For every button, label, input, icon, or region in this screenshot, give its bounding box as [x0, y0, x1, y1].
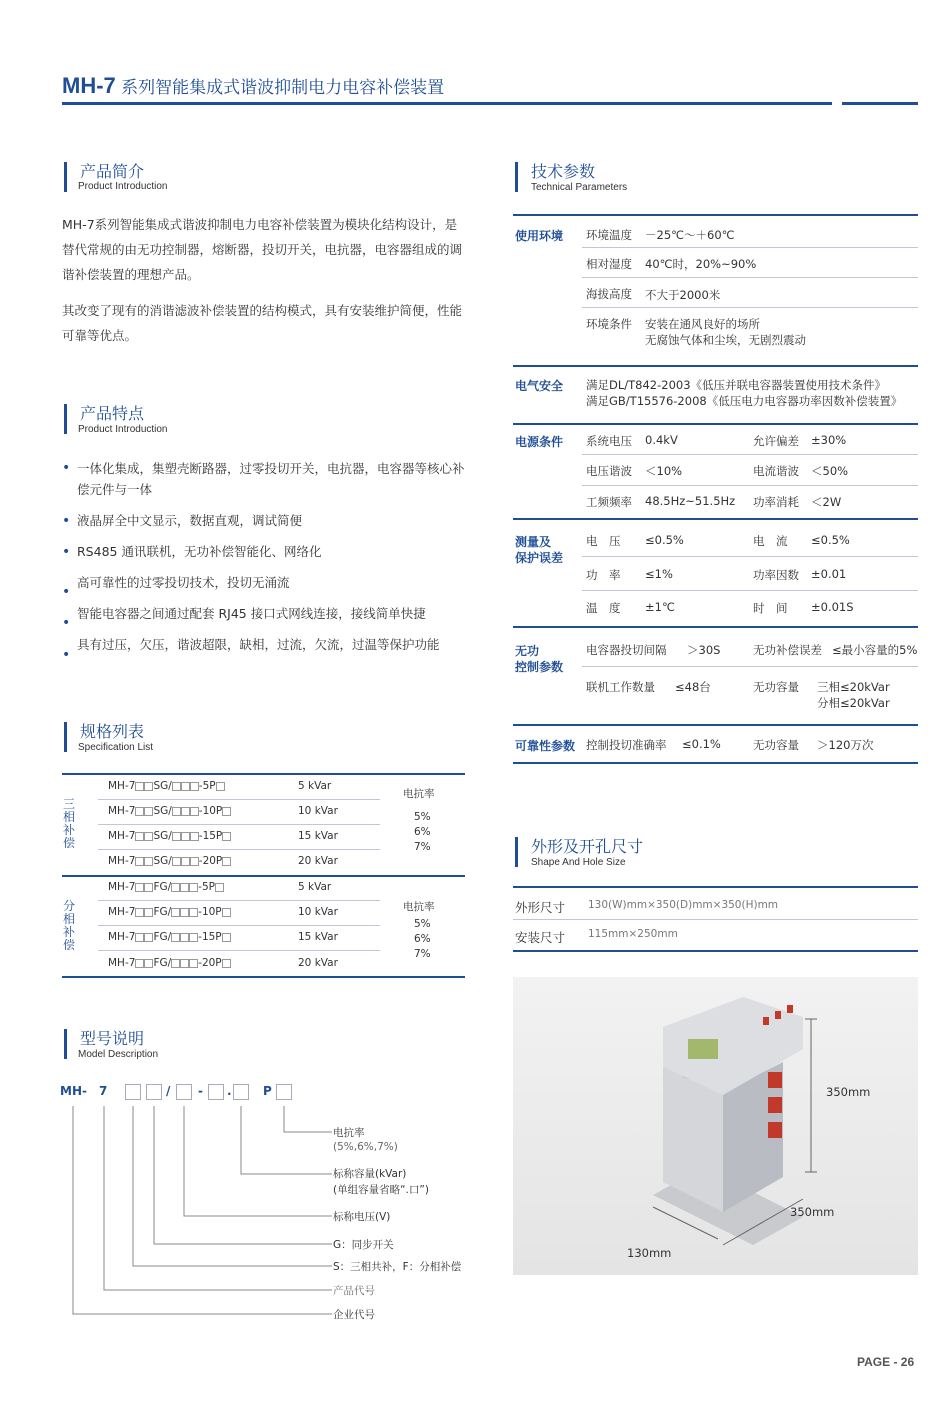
bullet-dot: • — [62, 584, 71, 600]
tech-rule — [513, 365, 918, 367]
tech-rule — [513, 423, 918, 425]
model-label-cap-sub: (单组容量省略“.口”) — [333, 1184, 429, 1196]
spec-model: MH-7 SG/ -10P — [108, 805, 231, 817]
intro-paragraph-2: 其改变了现有的消谐滤波补偿装置的结构模式，具有安装维护简便，性能可靠等优点。 — [62, 303, 463, 343]
measure-val: ±1℃ — [645, 600, 675, 614]
power-val: 48.5Hz~51.5Hz — [645, 494, 736, 508]
power-key: 工频频率 — [586, 495, 632, 509]
env-val-extra: 无腐蚀气体和尘埃，无剧烈震动 — [645, 333, 806, 347]
reactive-val: ≤最小容量的5% — [832, 643, 918, 657]
mount-size-value: 115mm×250mm — [588, 928, 678, 940]
row-rule — [98, 900, 380, 901]
spec-capacity: 20 kVar — [298, 957, 338, 969]
spec-top-rule — [62, 773, 465, 775]
power-key: 允许偏差 — [753, 434, 799, 448]
model-label-g: G：同步开关 — [333, 1239, 394, 1251]
power-val: ＜2W — [811, 495, 842, 509]
title-underline — [62, 102, 832, 105]
tech-cat-measure-2: 保护误差 — [515, 551, 564, 565]
shape-heading: 外形及开孔尺寸 — [531, 837, 644, 856]
model-label-product: 产品代号 — [333, 1285, 375, 1297]
env-val: －25℃～＋60℃ — [645, 228, 735, 242]
spec-capacity: 5 kVar — [298, 780, 332, 792]
measure-val: ±0.01S — [811, 600, 854, 614]
code-mh: MH- — [60, 1084, 87, 1098]
row-rule — [582, 556, 918, 557]
feature-item: RS485 通讯联机，无功补偿智能化、网络化 — [77, 544, 322, 559]
reactance-rate: 7% — [414, 841, 431, 853]
reactive-key: 联机工作数量 — [586, 680, 655, 694]
spec-capacity: 5 kVar — [298, 881, 332, 893]
spec-model: MH-7 FG/ -20P — [108, 957, 231, 969]
spec-capacity: 15 kVar — [298, 830, 338, 842]
dim-width: 130mm — [627, 1246, 672, 1260]
measure-key: 电 压 — [586, 534, 621, 548]
code-box — [276, 1084, 292, 1100]
reactance-rate: 6% — [414, 933, 431, 945]
title-underline-short — [842, 102, 918, 105]
spec-capacity: 10 kVar — [298, 906, 338, 918]
measure-key: 功 率 — [586, 568, 621, 582]
spec-capacity: 15 kVar — [298, 931, 338, 943]
tech-cat-reactive-2: 控制参数 — [515, 660, 564, 674]
outer-size-label: 外形尺寸 — [515, 900, 566, 915]
section-bar — [64, 722, 67, 752]
section-bar — [515, 837, 518, 867]
reactance-rate: 5% — [414, 811, 431, 823]
spec-bottom-rule — [62, 976, 465, 978]
shape-top-rule — [513, 886, 918, 888]
row-rule — [98, 824, 380, 825]
feature-item: 高可靠性的过零投切技术，投切无涌流 — [77, 575, 290, 590]
reactance-label: 电抗率 — [403, 901, 435, 913]
tech-rule — [513, 518, 918, 520]
env-key: 相对湿度 — [586, 257, 632, 271]
env-val: 不大于2000米 — [645, 288, 721, 302]
spec-model: MH-7 FG/ -10P — [108, 906, 231, 918]
power-key: 系统电压 — [586, 434, 632, 448]
measure-val: ±0.01 — [811, 567, 847, 581]
code-box — [146, 1084, 162, 1100]
code-box — [176, 1084, 192, 1100]
measure-key: 温 度 — [586, 601, 621, 615]
code-seven: 7 — [99, 1084, 108, 1098]
tech-cat-measure-1: 测量及 — [515, 535, 552, 549]
row-rule — [582, 307, 918, 308]
reactive-val-extra: 分相≤20kVar — [817, 696, 890, 710]
bullet-dot: • — [62, 460, 71, 476]
spec-model: MH-7 SG/ -20P — [108, 855, 231, 867]
feature-item: 液晶屏全中文显示，数据直观，调试简便 — [77, 513, 303, 528]
measure-val: ≤1% — [645, 567, 673, 581]
row-rule — [582, 454, 918, 455]
outer-size-value: 130(W)mm×350(D)mm×350(H)mm — [588, 899, 779, 911]
model-label-volt: 标称电压(V) — [333, 1211, 391, 1223]
power-val: ＜50% — [811, 464, 849, 478]
tech-cat-reactive-1: 无功 — [515, 644, 540, 658]
intro-subheading: Product Introduction — [78, 181, 168, 192]
tech-rule — [513, 626, 918, 628]
section-bar — [515, 162, 518, 192]
power-key: 电压谐波 — [586, 464, 632, 478]
spec-model: MH-7 FG/ -5P — [108, 881, 224, 893]
section-bar — [64, 162, 67, 192]
spec-model: MH-7 SG/ -15P — [108, 830, 231, 842]
power-key: 功率消耗 — [753, 495, 799, 509]
row-rule — [98, 799, 380, 800]
row-rule — [513, 919, 918, 920]
shape-rule — [513, 950, 918, 952]
env-key: 环境条件 — [586, 317, 632, 331]
model-subheading: Model Description — [78, 1049, 159, 1060]
feature-item: 智能电容器之间通过配套 RJ45 接口式网线连接，接线简单快捷 — [77, 606, 426, 621]
tech-subheading: Technical Parameters — [531, 182, 628, 193]
reactive-key: 无功补偿误差 — [753, 643, 822, 657]
model-label-cap: 标称容量(kVar) — [333, 1168, 407, 1180]
power-val: ＜10% — [645, 464, 683, 478]
code-dot: . — [227, 1084, 232, 1098]
tech-bottom-rule — [513, 762, 918, 764]
model-label-reactance-sub: (5%,6%,7%) — [333, 1141, 398, 1153]
tech-heading: 技术参数 — [531, 162, 596, 181]
features-heading: 产品特点 — [80, 404, 145, 423]
code-box — [125, 1084, 141, 1100]
spec-capacity: 20 kVar — [298, 855, 338, 867]
power-val: ±30% — [811, 433, 847, 447]
bullet-dot: • — [62, 544, 71, 560]
reactive-key: 电容器投切间隔 — [586, 643, 667, 657]
code-box — [208, 1084, 224, 1100]
intro-paragraph-1: MH-7系列智能集成式谐波抑制电力电容补偿装置为模块化结构设计，是替代常规的由无功控制器，熔断器，投切开关，电抗器，电容器组成的调谐补偿装置的理想产品。 — [62, 217, 463, 282]
bullet-dot: • — [62, 647, 71, 663]
code-slash: / — [166, 1084, 171, 1098]
bullet-dot: • — [62, 615, 71, 631]
power-val: 0.4kV — [645, 433, 678, 447]
spec-group2-label: 分相补偿 — [62, 899, 75, 952]
measure-key: 功率因数 — [753, 568, 799, 582]
row-rule — [98, 950, 380, 951]
tech-cat-env: 使用环境 — [515, 229, 564, 243]
shape-subheading: Shape And Hole Size — [531, 857, 626, 868]
power-key: 电流谐波 — [753, 464, 799, 478]
features-subheading: Product Introduction — [78, 424, 168, 435]
spec-group1-label: 三相补偿 — [62, 797, 75, 850]
measure-key: 时 间 — [753, 601, 788, 615]
dim-depth: 350mm — [790, 1205, 835, 1219]
reactance-rate: 6% — [414, 826, 431, 838]
feature-item: 一体化集成，集塑壳断路器，过零投切开关，电抗器，电容器等核心补偿元件与一体 — [77, 461, 465, 497]
product-photo — [513, 977, 918, 1275]
reactance-rate: 5% — [414, 918, 431, 930]
spec-model: MH-7 SG/ -5P — [108, 780, 225, 792]
row-rule — [582, 247, 918, 248]
tech-rule — [513, 724, 918, 726]
reactive-val: ≤48台 — [675, 680, 711, 694]
reactive-key: 无功容量 — [753, 680, 799, 694]
spec-subheading: Specification List — [78, 742, 154, 753]
section-bar — [64, 404, 67, 434]
row-rule — [582, 590, 918, 591]
feature-item: 具有过压，欠压，谐波超限，缺相，过流，欠流，过温等保护功能 — [77, 637, 440, 652]
model-connector-lines — [60, 1100, 340, 1320]
spec-mid-rule — [62, 875, 465, 877]
model-label-reactance: 电抗率 — [333, 1127, 365, 1139]
row-rule — [582, 277, 918, 278]
spec-model: MH-7 FG/ -15P — [108, 931, 231, 943]
reliab-val: ＞120万次 — [817, 738, 874, 752]
page-title: MH-7 系列智能集成式谐波抑制电力电容补偿装置 — [62, 73, 445, 98]
reactance-rate: 7% — [414, 948, 431, 960]
measure-val: ≤0.5% — [645, 533, 684, 547]
tech-top-rule — [513, 214, 918, 216]
tech-cat-safety: 电气安全 — [515, 379, 564, 393]
row-rule — [582, 666, 918, 667]
intro-heading: 产品简介 — [80, 162, 145, 181]
reactive-val: 三相≤20kVar — [817, 680, 890, 694]
measure-val: ≤0.5% — [811, 533, 850, 547]
code-dash: - — [198, 1084, 203, 1098]
section-bar — [64, 1029, 67, 1059]
reliab-key: 控制投切准确率 — [586, 738, 667, 752]
env-val: 40℃时，20%~90% — [645, 257, 757, 271]
reliab-val: ≤0.1% — [682, 737, 721, 751]
row-rule — [582, 485, 918, 486]
code-box — [233, 1084, 249, 1100]
page-number: PAGE - 26 — [857, 1355, 915, 1369]
lcd-screen-icon — [688, 1039, 718, 1059]
device-illustration — [513, 977, 918, 1275]
env-key: 环境温度 — [586, 228, 632, 242]
reliab-key: 无功容量 — [753, 738, 799, 752]
spec-capacity: 10 kVar — [298, 805, 338, 817]
safety-line-2: 满足GB/T15576-2008《低压电力电容器功率因数补偿装置》 — [586, 394, 903, 408]
env-key: 海拔高度 — [586, 287, 632, 301]
reactance-label: 电抗率 — [403, 788, 435, 800]
row-rule — [98, 849, 380, 850]
safety-line-1: 满足DL/T842-2003《低压并联电容器装置使用技术条件》 — [586, 378, 887, 392]
model-heading: 型号说明 — [80, 1029, 145, 1048]
env-val: 安装在通风良好的场所 — [645, 317, 760, 331]
tech-cat-reliab: 可靠性参数 — [515, 739, 576, 753]
reactive-val: ＞30S — [687, 643, 721, 657]
code-p: P — [263, 1084, 272, 1098]
model-label-s: S：三相共补，F：分相补偿 — [333, 1261, 462, 1273]
mount-size-label: 安装尺寸 — [515, 930, 566, 945]
row-rule — [98, 925, 380, 926]
measure-key: 电 流 — [753, 534, 788, 548]
bullet-dot: • — [62, 513, 71, 529]
tech-cat-power: 电源条件 — [515, 435, 564, 449]
dim-height: 350mm — [826, 1085, 871, 1099]
spec-heading: 规格列表 — [80, 722, 145, 741]
model-label-company: 企业代号 — [333, 1309, 375, 1321]
